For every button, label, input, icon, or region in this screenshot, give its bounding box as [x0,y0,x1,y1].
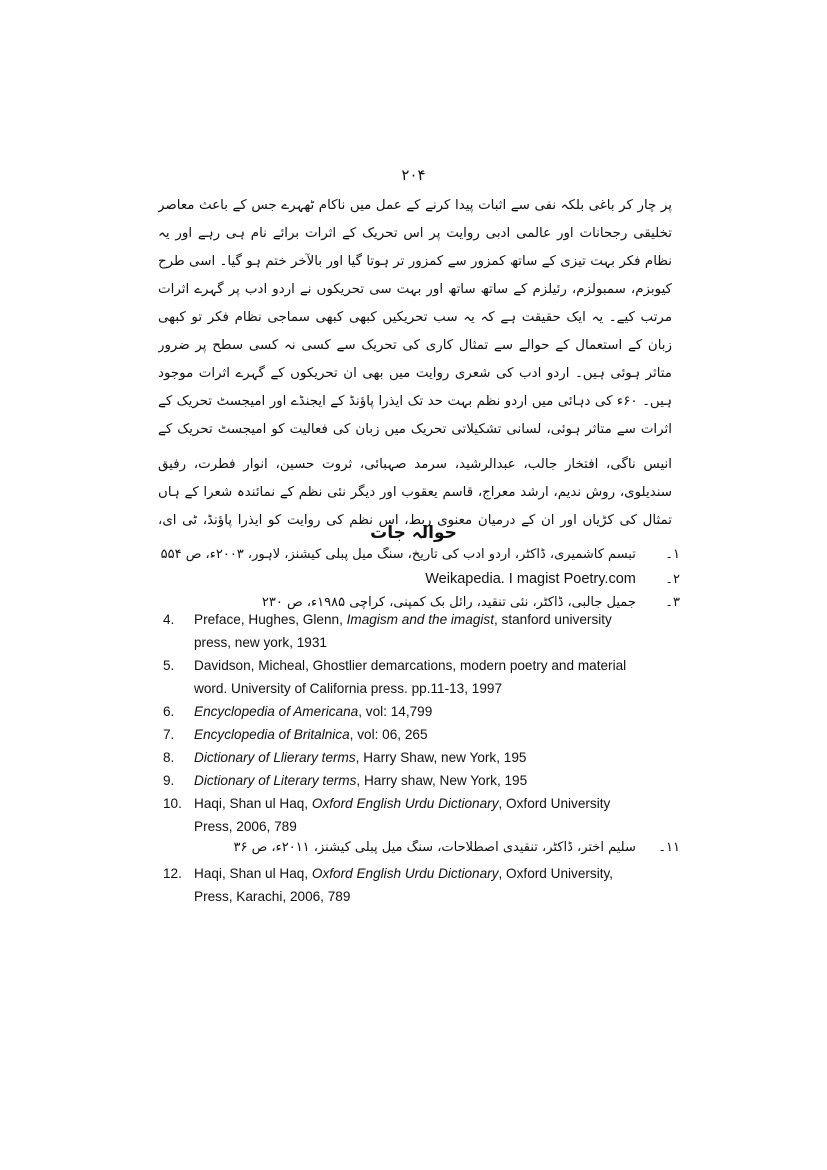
reference-number: ۱۱۔ [658,840,680,855]
page-number: ۲۰۴ [401,166,426,184]
body-paragraph-2: انیس ناگی، افتخار جالب، عبدالرشید، سرمد صہبائی، ثروت حسین، انوار فطرت، رفیق سندیلوی، روش ندیم، ارشد معراج، قاسم یعقوب اور دیگر نئی نظم کے نمائندہ شعرا کے ہاں تمثال کی کڑیاں اور ان کے درمیان معنوی ربط، اس نظم کی روایت کو ایذرا پاؤنڈ، ٹی ای، [158,457,672,528]
reference-number: 10. [163,796,182,811]
reference-text: Dictionary of Literary terms, Harry shaw, New York, 195 [194,773,528,788]
reference-item [163,769,643,792]
reference-text: Dictionary of Llierary terms, Harry Shaw, new York, 195 [194,750,527,765]
reference-item [163,792,643,838]
reference-text: Haqi, Shan ul Haq, Oxford English Urdu Dictionary, Oxford University, Press, Karachi, 2006, 789 [194,866,614,904]
reference-text: Haqi, Shan ul Haq, Oxford English Urdu Dictionary, Oxford University Press, 2006, 789 [194,796,611,834]
reference-text: سلیم اختر، ڈاکٹر، تنقیدی اصطلاحات، سنگ میل پبلی کیشنز، ۲۰۱۱ء، ص ۳۶ [233,840,636,855]
reference-number: 6. [163,704,175,719]
references-heading: حوالہ جات [370,523,457,543]
reference-number: 5. [163,658,175,673]
reference-text: تبسم کاشمیری، ڈاکٹر، اردو ادب کی تاریخ، سنگ میل پبلی کیشنز، لاہور، ۲۰۰۳ء، ص ۵۵۴ [160,547,636,562]
reference-text: جمیل جالبی، ڈاکٹر، نئی تنقید، رائل بک کمپنی، کراچی ۱۹۸۵ء، ص ۲۳۰ [261,595,636,610]
reference-text: Weikapedia. I magist Poetry.com [425,571,636,587]
reference-text: Encyclopedia of Americana, vol: 14,799 [194,704,433,719]
reference-item [150,840,680,864]
reference-text: Preface, Hughes, Glenn, Imagism and the imagist, stanford university press, new york, 1931 [194,612,612,650]
reference-item [163,608,643,654]
reference-number: ۳۔ [665,595,680,610]
reference-number: ۱۔ [665,547,680,562]
reference-item [163,723,643,746]
reference-item [163,746,643,769]
reference-item [150,571,680,595]
reference-number: 12. [163,866,182,881]
reference-item [163,862,643,908]
reference-number: 4. [163,612,175,627]
reference-number: 9. [163,773,175,788]
reference-number: 8. [163,750,175,765]
reference-number: 7. [163,727,175,742]
reference-item [163,654,643,700]
reference-text: Davidson, Micheal, Ghostlier demarcations, modern poetry and material word. University of California press. pp.11-13, 1997 [194,658,627,696]
reference-item [163,700,643,723]
body-paragraph-1: پر چار کر باغی بلکہ نفی سے اثبات پیدا کرنے کے عمل میں ناکام ٹھہرے جس کے باعث معاصر تخلیقی رجحانات اور عالمی ادبی روایت پر اس تحریک کے اثرات برائے نام ہی رہے اور یہ نظام فکر بہت تیزی کے ساتھ کمزور سے کمزور تر ہوتا گیا اور بالآخر ختم ہو گیا۔ اسی طرح کیوبزم، سمبولزم، رئیلزم کے ساتھ ساتھ اور بہت سی تحریکوں نے اردو ادب پر گہرے اثرات مرتب کیے۔ یہ ایک حقیقت ہے کہ یہ سب تحریکیں کبھی کبھی سماجی نظام فکر تو کبھی زبان کے استعمال کے حوالے سے تمثال کاری کی تحریک سے کسی نہ کسی سطح پر ضرور متاثر ہوئی ہیں۔ اردو ادب کی شعری روایت میں بھی ان تحریکوں کے گہرے اثرات موجود ہیں۔ ۶۰ء کی دہائی میں اردو نظم بہت حد تک ایذرا پاؤنڈ کے ایجنڈے اور امیجسٹ تحریک کے اثرات سے متاثر ہوئی، لسانی تشکیلاتی تحریک میں زبان کی فعالیت کو امیجسٹ تحریک کے [158,198,672,437]
reference-number: ۲۔ [665,572,680,587]
reference-text: Encyclopedia of Britalnica, vol: 06, 265 [194,727,428,742]
